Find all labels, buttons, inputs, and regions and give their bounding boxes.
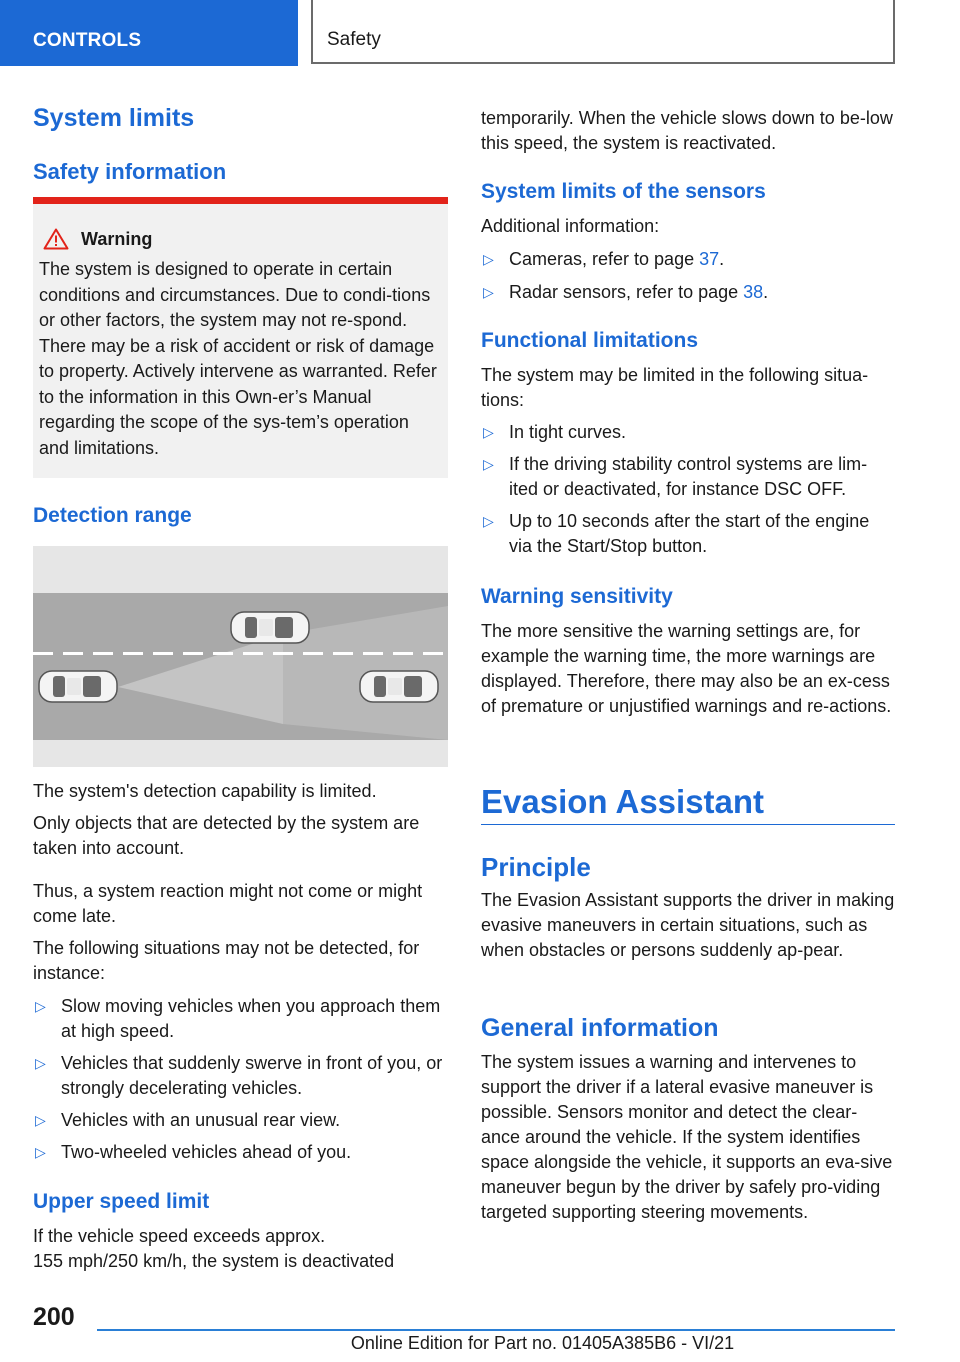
triangle-bullet-icon: ▷ bbox=[483, 456, 494, 472]
triangle-bullet-icon: ▷ bbox=[483, 284, 494, 300]
evasion-title-rule bbox=[481, 824, 895, 825]
triangle-bullet-icon: ▷ bbox=[35, 1112, 46, 1128]
warning-box bbox=[33, 197, 448, 478]
list-item: ▷ Cameras, refer to page 37. bbox=[481, 247, 896, 272]
list-item: ▷ Slow moving vehicles when you approach them at high speed. bbox=[35, 996, 441, 1041]
triangle-bullet-icon: ▷ bbox=[35, 1144, 46, 1160]
heading-evasion-assistant: Evasion Assistant bbox=[481, 783, 765, 820]
heading-functional-limitations: Functional limitations bbox=[481, 329, 699, 352]
page-link-radar[interactable]: 38 bbox=[743, 282, 764, 302]
list-item: ▷ Two-wheeled vehicles ahead of you. bbox=[33, 1140, 448, 1165]
footer-rule bbox=[97, 1329, 895, 1331]
paragraph-additional-info: Additional information: bbox=[481, 216, 660, 236]
functional-list bbox=[481, 420, 896, 566]
heading-detection-range: Detection range bbox=[33, 504, 192, 527]
paragraph-functional: The system may be limited in the following situa-tions: bbox=[481, 365, 869, 410]
page-header-title: Safety bbox=[311, 0, 895, 64]
list-item: ▷ In tight curves. bbox=[481, 420, 896, 445]
heading-sensor-limits: System limits of the sensors bbox=[481, 180, 766, 203]
triangle-bullet-icon: ▷ bbox=[483, 424, 494, 440]
situations-list bbox=[33, 994, 448, 1172]
warning-title: Warning bbox=[81, 228, 153, 249]
sensor-list bbox=[481, 247, 896, 312]
own-vehicle-icon bbox=[39, 671, 117, 702]
list-item: ▷ Vehicles that suddenly swerve in front of you, or strongly decelerating vehicles. bbox=[35, 1053, 443, 1098]
car-ahead-icon bbox=[231, 612, 309, 643]
heading-principle: Principle bbox=[481, 852, 591, 882]
footer-edition: Online Edition for Part no. 01405A385B6 - VI/21 bbox=[350, 1333, 735, 1353]
heading-safety-information: Safety information bbox=[33, 159, 227, 184]
paragraph-reactivated: temporarily. When the vehicle slows down to be-low this speed, the system is reactivated. bbox=[481, 108, 893, 153]
page-link-cameras[interactable]: 37 bbox=[699, 249, 720, 269]
list-item: ▷ Vehicles with an unusual rear view. bbox=[33, 1108, 448, 1133]
paragraph-detection-limited: The system's detection capability is limited. bbox=[33, 781, 377, 801]
paragraph-upper-speed-1: If the vehicle speed exceeds approx. bbox=[33, 1226, 326, 1246]
paragraph-detected-objects: Only objects that are detected by the system are taken into account. bbox=[33, 813, 420, 858]
heading-warning-sensitivity: Warning sensitivity bbox=[481, 585, 673, 608]
paragraph-reaction-late: Thus, a system reaction might not come or might come late. bbox=[33, 881, 423, 926]
paragraph-general: The system issues a warning and intervenes to support the driver if a lateral evasive maneuver is possible. Sensors monitor and detect the clear-ance around the vehicle. If the system identifies space alongside the vehicle, it supports an eva-sive maneuver begun by the driver by safely pro-viding targeted supporting steering movements. bbox=[481, 1052, 893, 1222]
warning-title-row bbox=[39, 228, 440, 250]
heading-system-limits: System limits bbox=[33, 104, 195, 132]
car-right-icon bbox=[360, 671, 438, 702]
paragraph-principle: The Evasion Assistant supports the driver in making evasive maneuvers in certain situations, such as when obstacles or persons suddenly ap-pear. bbox=[481, 890, 895, 960]
paragraph-sensitivity: The more sensitive the warning settings are, for example the warning time, the more warnings are displayed. Therefore, there may also be an ex-cess of premature or unjustified warnings and re-actions. bbox=[481, 621, 892, 716]
road-illustration bbox=[33, 546, 448, 767]
list-item: ▷ If the driving stability control systems are lim-ited or deactivated, for instance DSC OFF. bbox=[483, 454, 868, 499]
list-item: ▷ Radar sensors, refer to page 38. bbox=[481, 280, 896, 305]
triangle-bullet-icon: ▷ bbox=[483, 251, 494, 267]
warning-triangle-icon bbox=[43, 228, 69, 250]
detection-range-figure bbox=[33, 546, 448, 767]
paragraph-upper-speed-2: 155 mph/250 km/h, the system is deactivated bbox=[33, 1251, 395, 1271]
triangle-bullet-icon: ▷ bbox=[483, 513, 494, 529]
warning-text: The system is designed to operate in certain conditions and circumstances. Due to condi-tions or other factors, the system may not re-spond. There may be a risk of accident or risk of damage to property. Actively intervene as warranted. Refer to the information in this Own-er’s Manual regarding the scope of the sys-tem’s operation and limitations. bbox=[39, 259, 437, 458]
heading-upper-speed-limit: Upper speed limit bbox=[33, 1190, 210, 1213]
triangle-bullet-icon: ▷ bbox=[35, 1055, 46, 1071]
section-tab: CONTROLS bbox=[0, 0, 298, 66]
paragraph-situations-intro: The following situations may not be detected, for instance: bbox=[33, 938, 420, 983]
triangle-bullet-icon: ▷ bbox=[35, 998, 46, 1014]
list-item: ▷ Up to 10 seconds after the start of the engine via the Start/Stop button. bbox=[483, 511, 870, 556]
page-number: 200 bbox=[33, 1303, 75, 1331]
heading-general-information: General information bbox=[481, 1014, 719, 1042]
